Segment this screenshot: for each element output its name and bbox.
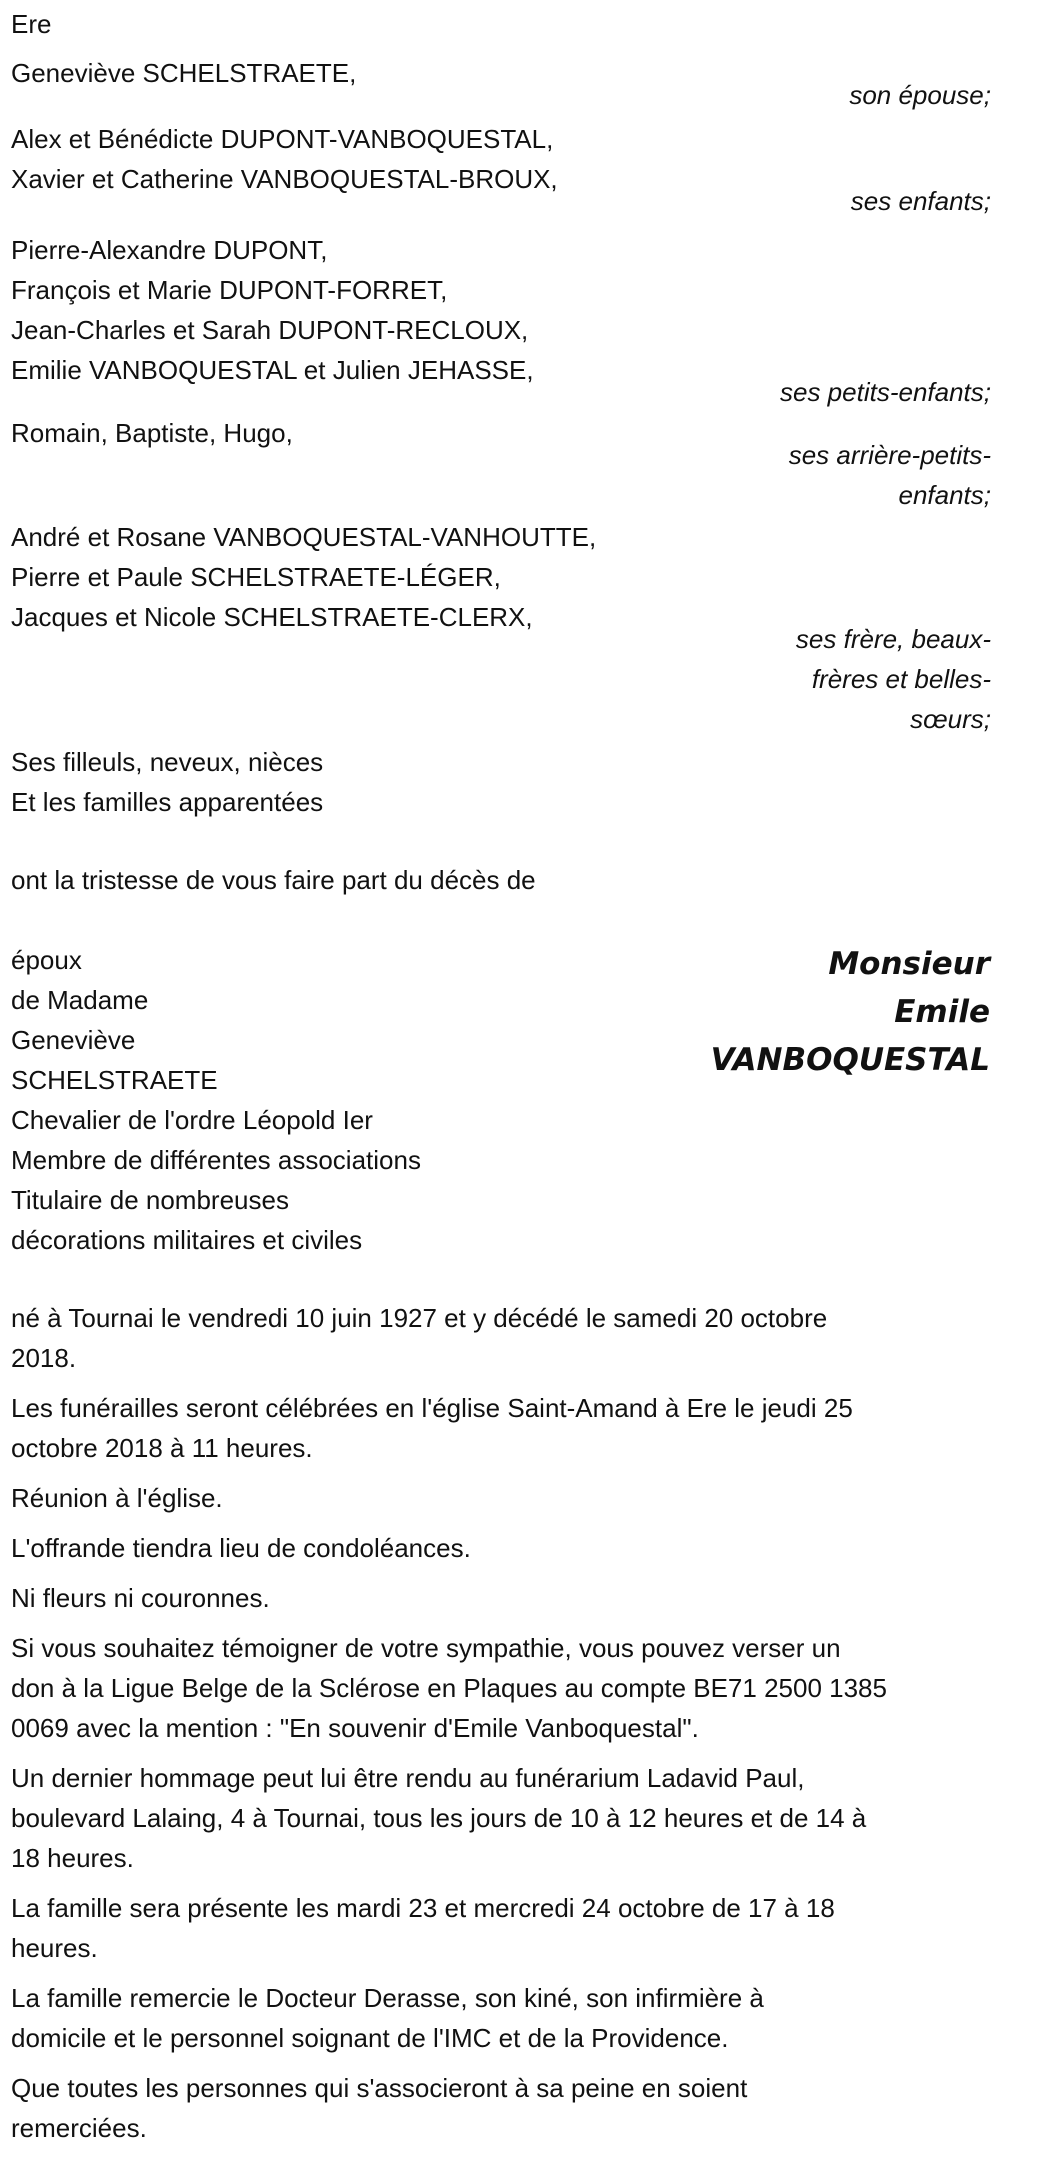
paragraph-thanks-all — [11, 2068, 996, 2148]
announcement-text: ont la tristesse de vous faire part du décès de — [11, 865, 536, 895]
family-name-line: Jacques et Nicole SCHELSTRAETE-CLERX, — [11, 602, 533, 632]
paragraph-funeral — [11, 1388, 996, 1468]
family-name-line: Romain, Baptiste, Hugo, — [11, 418, 293, 448]
relation-label-line: ses arrière-petits- — [788, 440, 991, 470]
paragraph-line: L'offrande tiendra lieu de condoléances. — [11, 1533, 471, 1563]
paragraph-line: Les funérailles seront célébrées en l'église Saint-Amand à Ere le jeudi 25 — [11, 1393, 853, 1423]
paragraph-thanks-care — [11, 1978, 996, 2058]
family-name-line: Geneviève SCHELSTRAETE, — [11, 58, 357, 88]
paragraph-line: boulevard Lalaing, 4 à Tournai, tous les jours de 10 à 12 heures et de 14 à — [11, 1803, 867, 1833]
relation-label-line: enfants; — [898, 480, 991, 510]
family-group-grandchildren — [11, 230, 991, 412]
relation-label-line: ses frère, beaux- — [795, 624, 991, 654]
other-relatives-line: Et les familles apparentées — [11, 787, 324, 817]
family-name-line: Emilie VANBOQUESTAL et Julien JEHASSE, — [11, 355, 534, 385]
paragraph-no-flowers — [11, 1578, 996, 1618]
paragraph-offering — [11, 1528, 996, 1568]
family-name-line: Alex et Bénédicte DUPONT-VANBOQUESTAL, — [11, 124, 554, 154]
paragraph-line: Un dernier hommage peut lui être rendu au funérarium Ladavid Paul, — [11, 1763, 805, 1793]
relation-label-line: sœurs; — [910, 704, 991, 734]
paragraph-line: La famille sera présente les mardi 23 et mercredi 24 octobre de 17 à 18 — [11, 1893, 835, 1923]
family-group-great-grandchildren — [11, 413, 991, 515]
paragraph-line: octobre 2018 à 11 heures. — [11, 1433, 313, 1463]
bio-line: décorations militaires et civiles — [11, 1225, 363, 1255]
family-name-line: Jean-Charles et Sarah DUPONT-RECLOUX, — [11, 315, 529, 345]
family-group-spouse — [11, 53, 991, 115]
family-group-siblings — [11, 517, 991, 739]
obituary-notice — [11, 0, 991, 2158]
paragraph-line: 2018. — [11, 1343, 77, 1373]
relation-label: son épouse; — [849, 80, 991, 110]
bio-line: Geneviève — [11, 1025, 136, 1055]
paragraph-line: Que toutes les personnes qui s'associeront à sa peine en soient — [11, 2073, 748, 2103]
deceased-last-name: VANBOQUESTAL — [710, 1042, 990, 1078]
bio-line: de Madame — [11, 985, 149, 1015]
paragraph-line: remerciées. — [11, 2113, 147, 2143]
family-name-line: Xavier et Catherine VANBOQUESTAL-BROUX, — [11, 164, 558, 194]
paragraph-line: Ni fleurs ni couronnes. — [11, 1583, 270, 1613]
paragraph-line: domicile et le personnel soignant de l'IMC et de la Providence. — [11, 2023, 729, 2053]
bio-line: Chevalier de l'ordre Léopold Ier — [11, 1105, 373, 1135]
paragraph-line: Si vous souhaitez témoigner de votre sympathie, vous pouvez verser un — [11, 1633, 841, 1663]
location: Ere — [11, 9, 52, 39]
bio-line: époux — [11, 945, 82, 975]
relation-label — [751, 435, 991, 515]
paragraph-family-presence — [11, 1888, 996, 1968]
relation-label: ses enfants; — [850, 186, 991, 216]
relation-label — [751, 619, 991, 739]
family-group-children — [11, 119, 991, 221]
paragraph-line: don à la Ligue Belge de la Sclérose en Plaques au compte BE71 2500 1385 — [11, 1673, 887, 1703]
paragraph-line: 0069 avec la mention : "En souvenir d'Emile Vanboquestal". — [11, 1713, 699, 1743]
deceased-name — [710, 940, 990, 1084]
paragraph-donation — [11, 1628, 996, 1748]
paragraph-birth-death — [11, 1298, 996, 1378]
deceased-title: Monsieur — [828, 946, 990, 982]
bio-line: Membre de différentes associations — [11, 1145, 421, 1175]
bio-line: Titulaire de nombreuses — [11, 1185, 289, 1215]
details — [11, 1298, 991, 2148]
paragraph-line: heures. — [11, 1933, 98, 1963]
paragraph-line: 18 heures. — [11, 1843, 134, 1873]
paragraph-homage — [11, 1758, 996, 1878]
other-relatives — [11, 742, 991, 822]
family-name-line: François et Marie DUPONT-FORRET, — [11, 275, 448, 305]
family-name-line: André et Rosane VANBOQUESTAL-VANHOUTTE, — [11, 522, 597, 552]
deceased-first-name: Emile — [894, 994, 990, 1030]
relation-label: ses petits-enfants; — [780, 377, 991, 407]
paragraph-line: La famille remercie le Docteur Derasse, son kiné, son infirmière à — [11, 1983, 764, 2013]
family-name-line: Pierre-Alexandre DUPONT, — [11, 235, 328, 265]
other-relatives-line: Ses filleuls, neveux, nièces — [11, 747, 324, 777]
family-name-line: Pierre et Paule SCHELSTRAETE-LÉGER, — [11, 562, 501, 592]
relation-label-line: frères et belles- — [811, 664, 991, 694]
deceased-section — [11, 940, 991, 1260]
bio-line: SCHELSTRAETE — [11, 1065, 218, 1095]
paragraph-meeting — [11, 1478, 996, 1518]
paragraph-line: Réunion à l'église. — [11, 1483, 223, 1513]
paragraph-line: né à Tournai le vendredi 10 juin 1927 et y décédé le samedi 20 octobre — [11, 1303, 828, 1333]
